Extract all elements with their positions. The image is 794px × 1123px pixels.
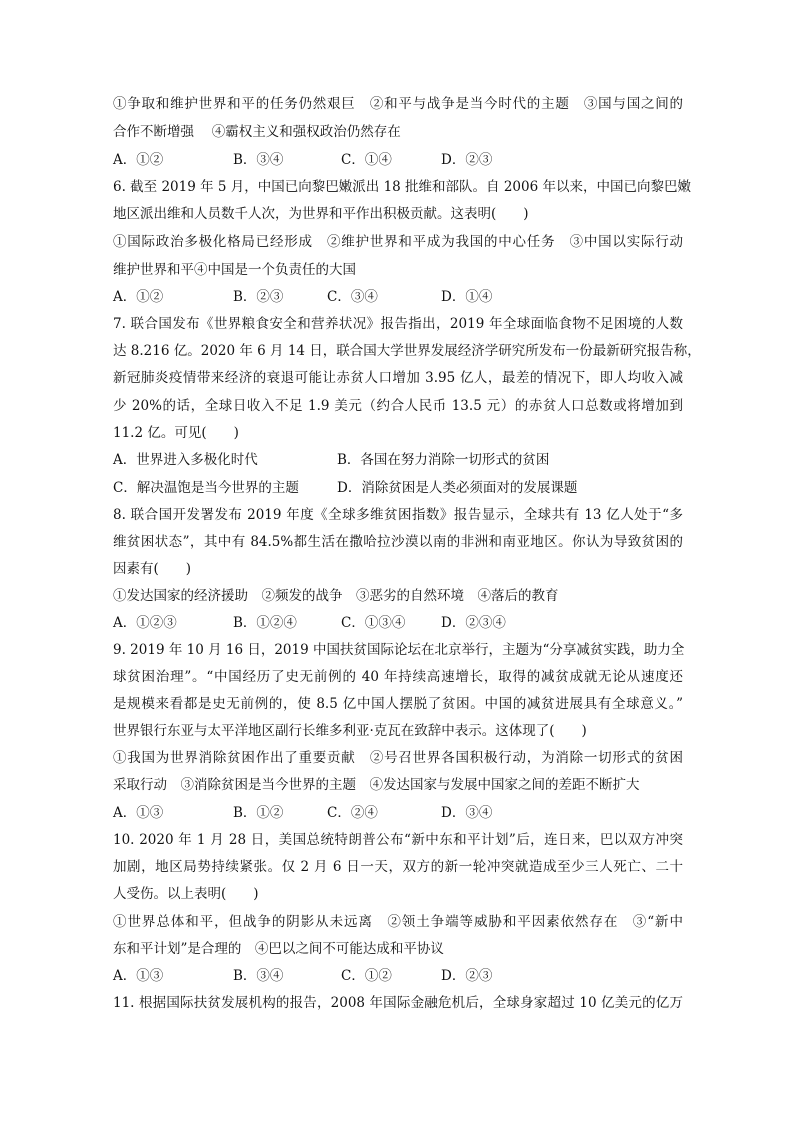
q9-option-b[interactable]: B．①② [233, 805, 284, 821]
q6-options [113, 287, 683, 307]
q10-option-d[interactable]: D．②③ [441, 968, 493, 984]
q9-stem-line-3: 是规模来看都是史无前例的，使 8.5 亿中国人摆脱了贫困。中国的减贫进展具有全球意义。” [113, 696, 683, 712]
q9-options [113, 803, 683, 823]
q6-statements-line-1: ①国际政治多极化格局已经形成 ②维护世界和平成为我国的中心任务 ③中国以实际行动 [113, 234, 683, 250]
q6-option-c[interactable]: C．③④ [327, 289, 378, 305]
q9-stem-line-4: 世界银行东亚与太平洋地区副行长维多利亚·克瓦在致辞中表示。这体现了( ) [113, 723, 587, 739]
q7-options-row-1 [113, 450, 683, 470]
q10-option-a[interactable]: A．①③ [113, 968, 164, 984]
q5-option-c[interactable]: C．①④ [341, 152, 392, 168]
q7-option-b[interactable]: B．各国在努力消除一切形式的贫困 [337, 452, 550, 468]
q9-option-d[interactable]: D．③④ [441, 805, 493, 821]
q9-option-a[interactable]: A．①③ [113, 805, 164, 821]
q9-stem-line-2: 球贫困治理”。“中国经历了史无前例的 40 年持续高速增长，取得的减贫成就无论从速度还 [113, 669, 683, 685]
q8-options [113, 613, 683, 633]
q6-stem-line-2: 地区派出维和人员数千人次，为世界和平作出积极贡献。这表明( ) [113, 206, 529, 222]
q9-option-c[interactable]: C．②④ [327, 805, 378, 821]
q9-statements-line-2: 采取行动 ③消除贫困是当今世界的主题 ④发达国家与发展中国家之间的差距不断扩大 [113, 777, 640, 793]
q7-options-row-2 [113, 478, 683, 498]
q10-stem-line-3: 人受伤。以上表明( ) [113, 886, 259, 902]
q9-stem-line-1: 9. 2019 年 10 月 16 日，2019 中国扶贫国际论坛在北京举行，主题为“分享减贫实践，助力全 [113, 642, 685, 658]
q7-option-a[interactable]: A．世界进入多极化时代 [113, 452, 258, 468]
q7-stem-line-1: 7. 联合国发布《世界粮食安全和营养状况》报告指出，2019 年全球面临食物不足困境的人数 [113, 316, 683, 332]
q5-statements-line-1: ①争取和维护世界和平的任务仍然艰巨 ②和平与战争是当今时代的主题 ③国与国之间的 [113, 96, 683, 112]
q5-options [113, 150, 683, 170]
q8-stem-line-1: 8. 联合国开发署发布 2019 年度《全球多维贫困指数》报告显示，全球共有 13 亿人处于“多 [113, 507, 683, 523]
q10-option-b[interactable]: B．③④ [233, 968, 284, 984]
q5-option-a[interactable]: A．①② [113, 152, 164, 168]
q8-stem-line-3: 因素有( ) [113, 561, 192, 577]
q10-stem-line-1: 10. 2020 年 1 月 28 日，美国总统特朗普公布“新中东和平计划”后，连日来，巴以双方冲突 [113, 832, 683, 848]
q7-stem-line-5: 11.2 亿。可见( ) [113, 425, 239, 441]
q7-stem-line-2: 达 8.216 亿。2020 年 6 月 14 日，联合国大学世界发展经济学研究所发布一份最新研究报告称， [113, 343, 701, 359]
q8-statements: ①发达国家的经济援助 ②频发的战争 ③恶劣的自然环境 ④落后的教育 [113, 588, 559, 604]
q8-option-a[interactable]: A．①②③ [113, 615, 177, 631]
q10-stem-line-2: 加剧，地区局势持续紧张。仅 2 月 6 日一天，双方的新一轮冲突就造成至少三人死亡、二十 [113, 859, 683, 875]
q8-option-d[interactable]: D．②③④ [441, 615, 506, 631]
q7-option-c[interactable]: C．解决温饱是当今世界的主题 [113, 480, 299, 496]
q10-options [113, 966, 683, 986]
q5-option-b[interactable]: B．③④ [233, 152, 284, 168]
q5-option-d[interactable]: D．②③ [441, 152, 493, 168]
q8-stem-line-2: 维贫困状态”，其中有 84.5%都生活在撒哈拉沙漠以南的非洲和南亚地区。你认为导致贫困的 [113, 534, 683, 550]
q7-option-d[interactable]: D．消除贫困是人类必须面对的发展课题 [337, 480, 578, 496]
q10-option-c[interactable]: C．①② [341, 968, 392, 984]
q10-statements-line-1: ①世界总体和平，但战争的阴影从未远离 ②领土争端等威胁和平因素依然存在 ③“新中 [113, 914, 683, 930]
q5-statements-line-2: 合作不断增强 ④霸权主义和强权政治仍然存在 [113, 124, 401, 140]
q10-statements-line-2: 东和平计划”是合理的 ④巴以之间不可能达成和平协议 [113, 941, 444, 957]
q6-option-a[interactable]: A．①② [113, 289, 164, 305]
q9-statements-line-1: ①我国为世界消除贫困作出了重要贡献 ②号召世界各国积极行动，为消除一切形式的贫困 [113, 750, 683, 766]
q11-stem-line-1: 11. 根据国际扶贫发展机构的报告，2008 年国际金融危机后，全球身家超过 10 亿美元的亿万 [113, 995, 683, 1011]
q8-option-b[interactable]: B．①②④ [233, 615, 297, 631]
q6-statements-line-2: 维护世界和平④中国是一个负责任的大国 [113, 262, 356, 278]
q6-stem-line-1: 6. 截至 2019 年 5 月，中国已向黎巴嫩派出 18 批维和部队。自 2006 年以来，中国已向黎巴嫩 [113, 179, 691, 195]
q7-stem-line-3: 新冠肺炎疫情带来经济的衰退可能让赤贫人口增加 3.95 亿人，最差的情况下，即人均收入减 [113, 370, 683, 386]
q6-option-b[interactable]: B．②③ [233, 289, 284, 305]
q8-option-c[interactable]: C．①③④ [341, 615, 406, 631]
q7-stem-line-4: 少 20%的话，全球日收入不足 1.9 美元（约合人民币 13.5 元）的赤贫人口总数或将增加到 [113, 398, 683, 414]
q6-option-d[interactable]: D．①④ [441, 289, 493, 305]
